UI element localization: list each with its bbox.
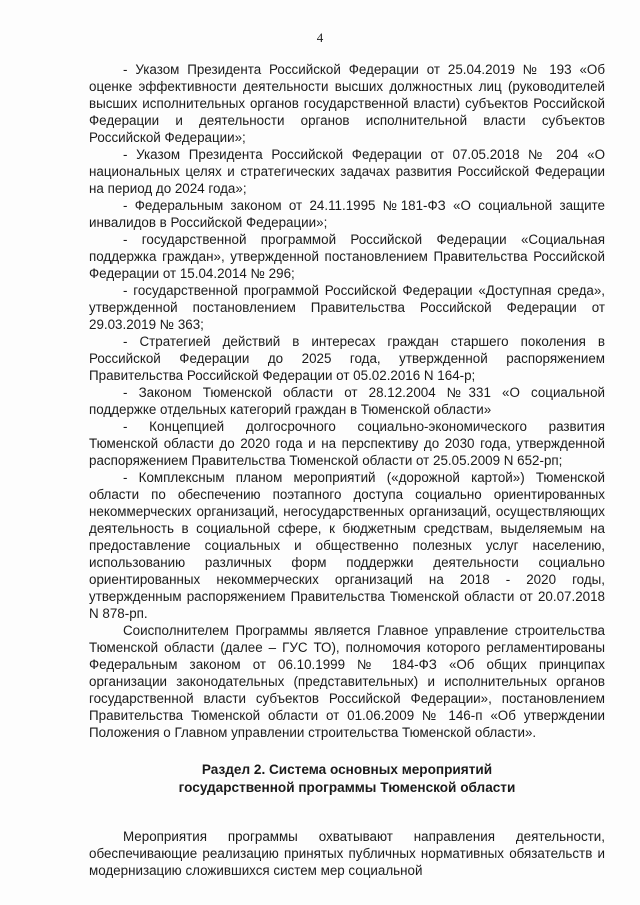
paragraph: - Стратегией действий в интересах граждан старшего поколения в Российской Федерации до 2025 года, утвержденной распоряжением Правительства Российской Федерации от 05.02.2016 N 164-р; <box>89 334 605 383</box>
paragraph: Мероприятия программы охватывают направления деятельности, обеспечивающие реализацию принятых публичных нормативных обязательств и модернизацию сложившихся систем мер социальной <box>89 829 605 878</box>
section-heading-line: государственной программы Тюменской области <box>178 780 516 795</box>
paragraph: - Указом Президента Российской Федерации от 07.05.2018 № 204 «О национальных целях и стратегических задачах развития Российской Федерации на период до 2024 года»; <box>89 147 605 196</box>
paragraph: - Федеральным законом от 24.11.1995 №181-ФЗ «О социальной защите инвалидов в Российской Федерации»; <box>89 198 605 230</box>
paragraph: - Законом Тюменской области от 28.12.2004 №331 «О социальной поддержке отдельных категорий граждан в Тюменской области» <box>89 385 605 417</box>
page-number: 4 <box>316 30 324 45</box>
paragraph: - Указом Президента Российской Федерации от 25.04.2019 № 193 «Об оценке эффективности деятельности высших должностных лиц (руководителей высших исполнительных органов государственной власти) субъектов Российской Федерации и деятельности органов исполнительной власти субъектов Российской Федерации»; <box>89 62 605 145</box>
section-heading <box>89 761 605 797</box>
paragraph: - Комплексным планом мероприятий («дорожной картой») Тюменской области по обеспечению поэтапного доступа социально ориентированных некоммерческих организаций, негосударственных организаций, осуществляющих деятельность в социальной сфере, к бюджетным средствам, выделяемым на предоставление социальных и общественно полезных услуг населению, использованию различных форм поддержки деятельности социально ориентированных некоммерческих организаций на 2018 - 2020 годы, утвержденным распоряжением Правительства Тюменской области от 20.07.2018 N 878-рп. <box>89 470 605 621</box>
paragraph: - Концепцией долгосрочного социально-экономического развития Тюменской области до 2020 года и на перспективу до 2030 года, утвержденной распоряжением Правительства Тюменской области от 25.05.2009 N 652-рп; <box>89 419 605 468</box>
section-heading-line: Раздел 2. Система основных мероприятий <box>201 762 493 777</box>
section-body <box>89 828 605 879</box>
paragraph: Соисполнителем Программы является Главное управление строительства Тюменской области (далее – ГУС ТО), полномочия которого регламентированы Федеральным законом от 06.10.1999 № 184-ФЗ «Об общих принципах организации законодательных (представительных) и исполнительных органов государственной власти субъектов Российской Федерации», постановлением Правительства Тюменской области от 01.06.2009 № 146-п «Об утверждении Положения о Главном управлении строительства Тюменской области». <box>89 623 605 740</box>
paragraph: - государственной программой Российской Федерации «Доступная среда», утвержденной постановлением Правительства Российской Федерации от 29.03.2019 № 363; <box>89 283 605 332</box>
legal-basis-list <box>89 61 605 741</box>
paragraph: - государственной программой Российской Федерации «Социальная поддержка граждан», утвержденной постановлением Правительства Российской Федерации от 15.04.2014 № 296; <box>89 232 605 281</box>
